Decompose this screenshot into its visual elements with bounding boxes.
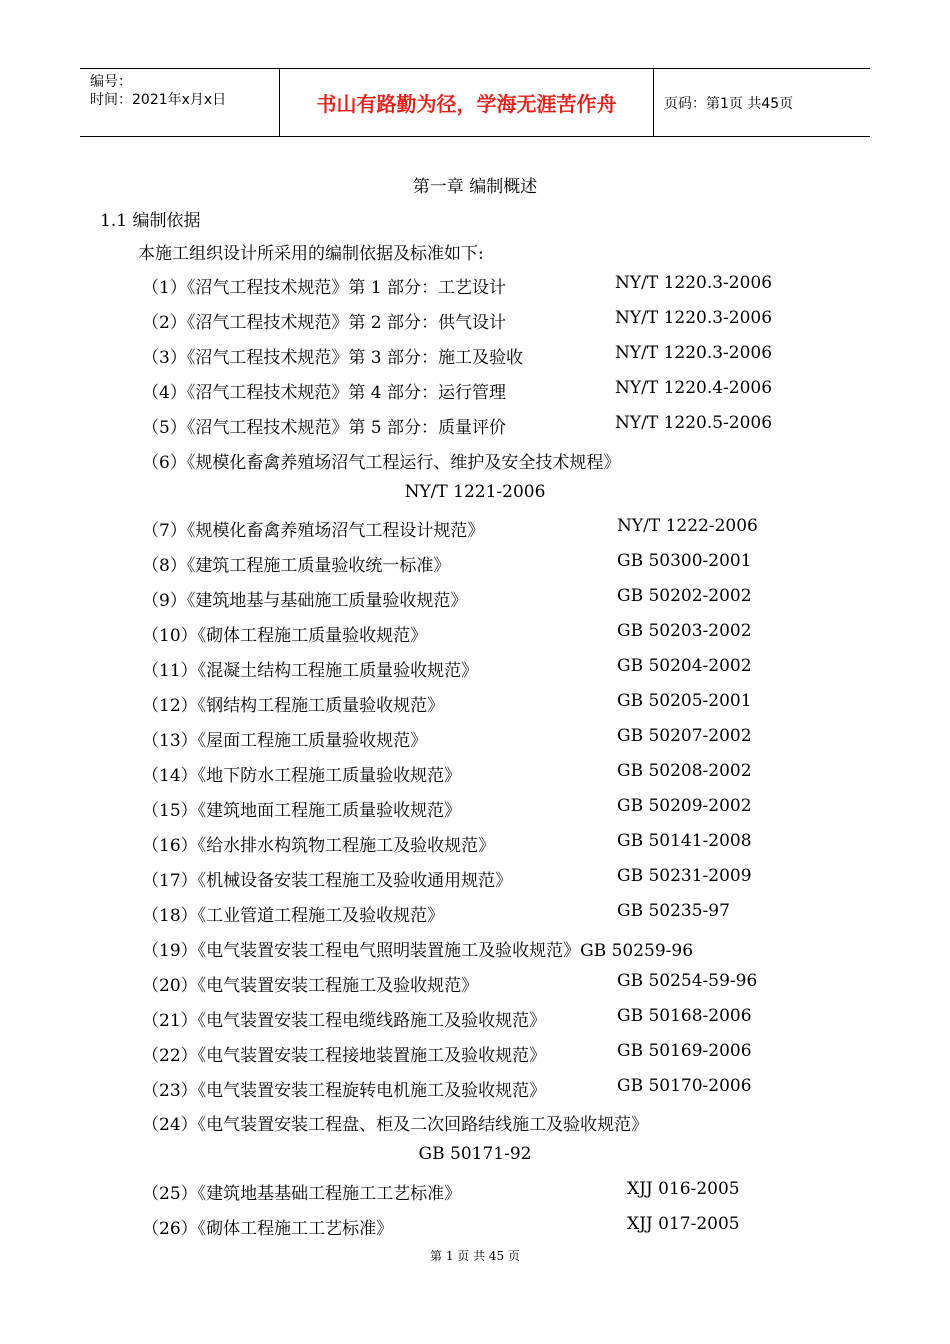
list-item-code: GB 50203-2002 xyxy=(617,621,752,641)
list-item-code: GB 50254-59-96 xyxy=(617,971,758,991)
list-item-code: GB 50300-2001 xyxy=(617,551,752,571)
list-item-code: GB 50168-2006 xyxy=(617,1006,752,1026)
list-item-code: GB 50235-97 xyxy=(617,901,730,921)
list-item-text: （17）《机械设备安装工程施工及验收通用规范》 xyxy=(142,871,513,891)
list-item-text: （4）《沼气工程技术规范》第 4 部分：运行管理 xyxy=(142,383,506,403)
list-item-text: （8）《建筑工程施工质量验收统一标准》 xyxy=(142,556,451,576)
page-footer: 第 1 页 共 45 页 xyxy=(430,1249,520,1263)
list-item-text: （19）《电气装置安装工程电气照明装置施工及验收规范》GB 50259-96 xyxy=(142,941,694,961)
list-item-text: （3）《沼气工程技术规范》第 3 部分：施工及验收 xyxy=(142,348,523,368)
list-item-code: GB 50202-2002 xyxy=(617,586,752,606)
list-item-text: （13）《屋面工程施工质量验收规范》 xyxy=(142,731,428,751)
list-item-code: GB 50204-2002 xyxy=(617,656,752,676)
list-item-code: GB 50171-92 xyxy=(418,1144,532,1164)
list-item-text: （12）《钢结构工程施工质量验收规范》 xyxy=(142,696,445,716)
list-item-code: GB 50141-2008 xyxy=(617,831,752,851)
list-item-text: （11）《混凝土结构工程施工质量验收规范》 xyxy=(142,661,479,681)
list-item-code: NY/T 1222-2006 xyxy=(617,516,758,536)
intro-paragraph: 本施工组织设计所采用的编制依据及标准如下: xyxy=(138,244,484,264)
list-item-text: （2）《沼气工程技术规范》第 2 部分：供气设计 xyxy=(142,313,506,333)
list-item-text: （15）《建筑地面工程施工质量验收规范》 xyxy=(142,801,462,821)
list-item-text: （25）《建筑地基基础工程施工工艺标准》 xyxy=(142,1184,462,1204)
list-item-code: NY/T 1221-2006 xyxy=(404,482,546,502)
list-item-code: NY/T 1220.3-2006 xyxy=(615,308,773,328)
list-item-code: GB 50209-2002 xyxy=(617,796,752,816)
list-item-code: GB 50208-2002 xyxy=(617,761,752,781)
list-item-text: （23）《电气装置安装工程旋转电机施工及验收规范》 xyxy=(142,1081,547,1101)
document-date-label: 时间：2021年x月x日 xyxy=(90,92,227,108)
list-item-code: NY/T 1220.3-2006 xyxy=(615,273,773,293)
list-item-code: GB 50207-2002 xyxy=(617,726,752,746)
list-item-text: （6）《规模化畜禽养殖场沼气工程运行、维护及安全技术规程》 xyxy=(142,453,621,473)
header-page-info: 页码：第1页 共45页 xyxy=(664,95,794,112)
list-item-text: （18）《工业管道工程施工及验收规范》 xyxy=(142,906,445,926)
list-item-text: （14）《地下防水工程施工质量验收规范》 xyxy=(142,766,462,786)
list-item-text: （26）《砌体工程施工工艺标准》 xyxy=(142,1219,394,1239)
document-number-label: 编号： xyxy=(90,74,132,90)
list-item-text: （7）《规模化畜禽养殖场沼气工程设计规范》 xyxy=(142,521,485,541)
list-item-text: （20）《电气装置安装工程施工及验收规范》 xyxy=(142,976,479,996)
list-item-code: XJJ 017-2005 xyxy=(627,1214,740,1234)
header-meta xyxy=(80,69,280,136)
list-item-code: GB 50231-2009 xyxy=(617,866,752,886)
list-item-text: （24）《电气装置安装工程盘、柜及二次回路结线施工及验收规范》 xyxy=(142,1115,649,1135)
list-item-code: XJJ 016-2005 xyxy=(627,1179,740,1199)
list-item-text: （10）《砌体工程施工质量验收规范》 xyxy=(142,626,428,646)
list-item-text: （1）《沼气工程技术规范》第 1 部分：工艺设计 xyxy=(142,278,506,298)
chapter-title: 第一章 编制概述 xyxy=(412,177,538,197)
list-item-code: NY/T 1220.4-2006 xyxy=(615,378,773,398)
list-item-code: NY/T 1220.3-2006 xyxy=(615,343,773,363)
list-item-text: （22）《电气装置安装工程接地装置施工及验收规范》 xyxy=(142,1046,547,1066)
list-item-text: （21）《电气装置安装工程电缆线路施工及验收规范》 xyxy=(142,1011,547,1031)
header-motto: 书山有路勤为径，学海无涯苦作舟 xyxy=(280,69,654,136)
list-item-code: GB 50169-2006 xyxy=(617,1041,752,1061)
page-header xyxy=(80,68,870,137)
section-title: 1.1 编制依据 xyxy=(100,211,201,231)
list-item-code: NY/T 1220.5-2006 xyxy=(615,413,773,433)
list-item-text: （9）《建筑地基与基础施工质量验收规范》 xyxy=(142,591,468,611)
list-item-text: （5）《沼气工程技术规范》第 5 部分：质量评价 xyxy=(142,418,506,438)
list-item-text: （16）《给水排水构筑物工程施工及验收规范》 xyxy=(142,836,496,856)
list-item-code: GB 50170-2006 xyxy=(617,1076,752,1096)
list-item-code: GB 50205-2001 xyxy=(617,691,752,711)
